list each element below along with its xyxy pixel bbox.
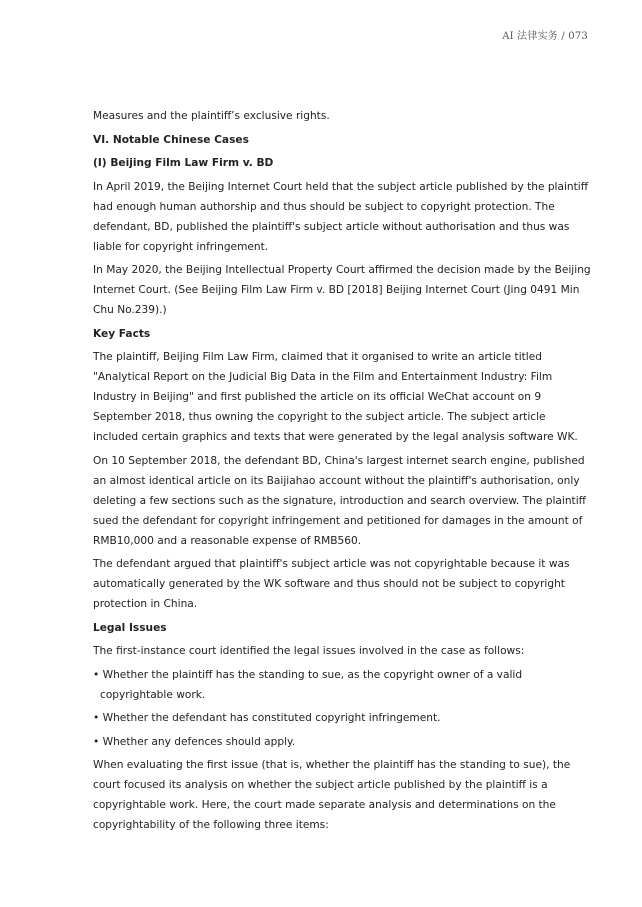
page-body bbox=[93, 106, 591, 839]
subheading-legal-issues: Legal Issues bbox=[93, 621, 167, 634]
paragraph: The first-instance court identified the legal issues involved in the case as follows: bbox=[93, 645, 525, 657]
running-header: AI 法律实务 / 073 bbox=[502, 31, 588, 42]
bullet-item: • Whether the defendant has constituted copyright infringement. bbox=[93, 712, 441, 724]
paragraph: On 10 September 2018, the defendant BD, China's largest internet search engine, published an almost identical article on its Baijiahao account without the plaintiff's authorisation, only deleting a few sections such as the signature, introduction and search overview. The plaintiff sued the defendant for copyright infringement and petitioned for damages in the amount of RMB10,000 and a reasonable expense of RMB560. bbox=[93, 454, 586, 547]
subheading-key-facts: Key Facts bbox=[93, 327, 151, 340]
paragraph: When evaluating the first issue (that is, whether the plaintiff has the standing to sue), the court focused its analysis on whether the subject article published by the plaintiff is a copyrightable work. Here, the court made separate analysis and determinations on the copyrightability of the following three items: bbox=[93, 759, 571, 831]
paragraph-continuation: Measures and the plaintiff’s exclusive rights. bbox=[93, 110, 330, 122]
bullet-item: • Whether the plaintiff has the standing to sue, as the copyright owner of a valid copyrightable work. bbox=[93, 668, 523, 701]
case-heading: (I) Beijing Film Law Firm v. BD bbox=[93, 157, 274, 169]
bullet-item: • Whether any defences should apply. bbox=[93, 735, 296, 748]
section-heading: VI. Notable Chinese Cases bbox=[93, 133, 249, 146]
paragraph: The defendant argued that plaintiff's subject article was not copyrightable because it was automatically generated by the WK software and thus should not be subject to copyright protection in China. bbox=[93, 558, 570, 610]
paragraph: In April 2019, the Beijing Internet Court held that the subject article published by the plaintiff had enough human authorship and thus should be subject to copyright protection. The defendant, BD, published the plaintiff's subject article without authorisation and thus was liable for copyright infringement. bbox=[93, 180, 589, 253]
paragraph: The plaintiff, Beijing Film Law Firm, claimed that it organised to write an article titled "Analytical Report on the Judicial Big Data in the Film and Entertainment Industry: Film Industry in Beijing" and first published the article on its official WeChat account on 9 September 2018, thus owning the copyright to the subject article. The subject article included certain graphics and texts that were generated by the legal analysis software WK. bbox=[93, 351, 578, 443]
paragraph: In May 2020, the Beijing Intellectual Property Court affirmed the decision made by the Beijing Internet Court. (See Beijing Film Law Firm v. BD [2018] Beijing Internet Court (Jing 0491 Min Chu No.239).) bbox=[93, 264, 591, 316]
